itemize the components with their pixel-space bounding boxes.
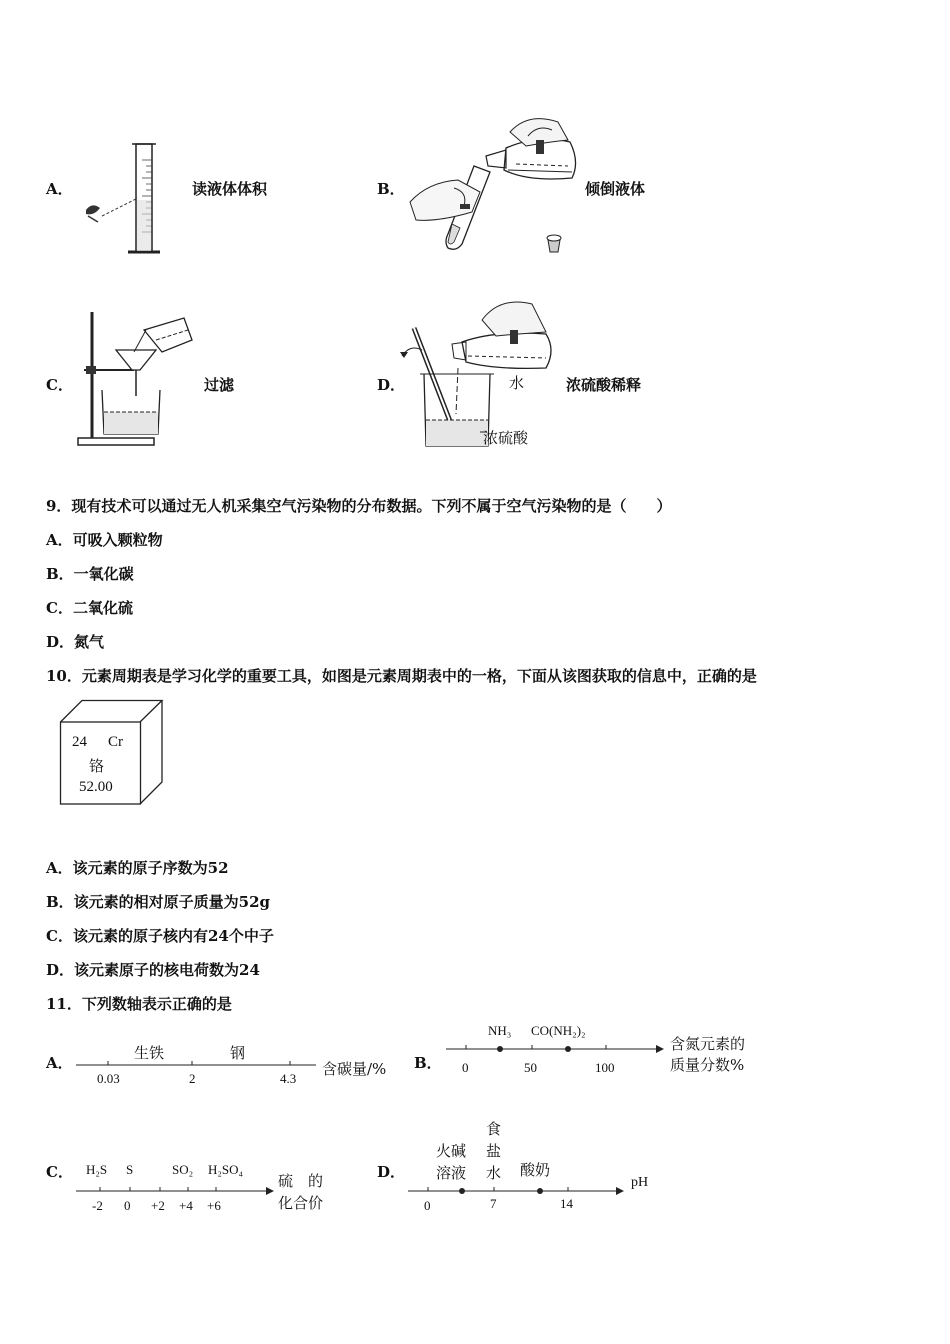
q10-option-b[interactable]: B．该元素的相对原子质量为52g	[46, 893, 271, 911]
q8-option-d-caption: 浓硫酸稀释	[566, 376, 642, 394]
q9-stem: 9．现有技术可以通过无人机采集空气污染物的分布数据。下列不属于空气污染物的是（ ）	[46, 497, 672, 515]
q11-a-tick-3: 4.3	[280, 1071, 297, 1086]
q11-c-unit-line1: 硫 的	[278, 1172, 324, 1190]
q8-d-water-label: 水	[509, 374, 525, 392]
element-atomic-number: 24	[72, 734, 87, 750]
q9-option-a[interactable]: A．可吸入颗粒物	[46, 531, 163, 549]
q8-option-a-letter: A．	[46, 180, 73, 198]
sulfur-valence-axis	[76, 1183, 276, 1199]
q10-option-d[interactable]: D．该元素原子的核电荷数为24	[46, 961, 260, 979]
q11-c-tick-4: +4	[179, 1198, 193, 1213]
filtration-illustration	[74, 300, 204, 450]
q11-d-tick-2: 7	[490, 1196, 497, 1211]
q11-b-tick-3: 100	[595, 1060, 615, 1075]
q11-d-yogurt: 酸奶	[520, 1161, 551, 1179]
q11-a-tick-2: 2	[189, 1071, 196, 1086]
q8-option-c-letter: C．	[46, 376, 73, 394]
q11-c-so2: SO₂	[172, 1162, 194, 1177]
q8-option-c-caption: 过滤	[204, 376, 235, 394]
q11-a-pig-iron: 生铁	[134, 1044, 165, 1062]
q11-c-tick-5: +6	[207, 1198, 221, 1213]
q10-stem: 10．元素周期表是学习化学的重要工具，如图是元素周期表中的一格，下面从该图获取的信息中，正确的是	[46, 667, 757, 685]
q11-c-tick-3: +2	[151, 1198, 165, 1213]
q11-d-caustic-line2: 溶液	[436, 1164, 467, 1182]
ph-axis	[408, 1183, 628, 1199]
q11-d-brine-3: 水	[486, 1164, 502, 1182]
q11-c-s: S	[126, 1162, 134, 1177]
q11-a-steel: 钢	[230, 1044, 246, 1062]
q11-c-tick-1: -2	[92, 1198, 103, 1213]
q9-option-d[interactable]: D．氮气	[46, 633, 105, 651]
q11-b-nh3: NH₃	[488, 1023, 512, 1038]
q9-option-c[interactable]: C．二氧化硫	[46, 599, 133, 617]
q11-option-d-letter[interactable]: D．	[377, 1163, 406, 1181]
q11-c-h2s: H₂S	[86, 1162, 108, 1177]
q11-d-brine-2: 盐	[486, 1142, 502, 1160]
pouring-liquid-illustration	[408, 112, 583, 257]
q11-c-tick-2: 0	[124, 1198, 131, 1213]
q11-b-tick-1: 0	[462, 1060, 469, 1075]
q11-a-tick-1: 0.03	[97, 1071, 120, 1086]
nitrogen-fraction-axis	[446, 1040, 666, 1060]
element-name: 铬	[89, 757, 105, 775]
q11-d-tick-3: 14	[560, 1196, 573, 1211]
q11-d-caustic-line1: 火碱	[436, 1142, 467, 1160]
q8-option-a-caption: 读液体体积	[192, 180, 268, 198]
q11-option-c-letter[interactable]: C．	[46, 1163, 73, 1181]
q11-b-unit-line1: 含氮元素的	[670, 1035, 746, 1053]
q11-c-unit-line2: 化合价	[278, 1194, 324, 1212]
q11-option-a-letter[interactable]: A．	[46, 1054, 73, 1072]
q11-option-b-letter[interactable]: B．	[414, 1054, 442, 1072]
q10-option-a[interactable]: A．该元素的原子序数为52	[46, 859, 229, 877]
element-symbol: Cr	[108, 734, 123, 750]
q11-b-tick-2: 50	[524, 1060, 537, 1075]
q8-d-acid-label: 浓硫酸	[483, 429, 529, 447]
q8-option-b-caption: 倾倒液体	[585, 180, 646, 198]
element-atomic-mass: 52.00	[79, 779, 113, 795]
q11-stem: 11．下列数轴表示正确的是	[46, 995, 232, 1013]
q11-b-unit-line2: 质量分数%	[670, 1056, 745, 1074]
q8-option-b-letter: B．	[377, 180, 405, 198]
q11-d-brine-1: 食	[486, 1120, 502, 1138]
q8-option-d-letter: D．	[377, 376, 406, 394]
q11-a-unit: 含碳量/%	[322, 1060, 387, 1078]
q11-d-unit: pH	[631, 1175, 649, 1190]
q9-option-b[interactable]: B．一氧化碳	[46, 565, 134, 583]
element-cell-box	[60, 700, 170, 810]
q11-d-tick-1: 0	[424, 1198, 431, 1213]
graduated-cylinder-illustration	[80, 140, 180, 260]
acid-dilution-illustration	[396, 292, 566, 452]
q11-c-h2so4: H₂SO₄	[208, 1162, 244, 1177]
q11-b-urea: CO(NH₂)₂	[531, 1023, 586, 1038]
q10-option-c[interactable]: C．该元素的原子核内有24个中子	[46, 927, 274, 945]
